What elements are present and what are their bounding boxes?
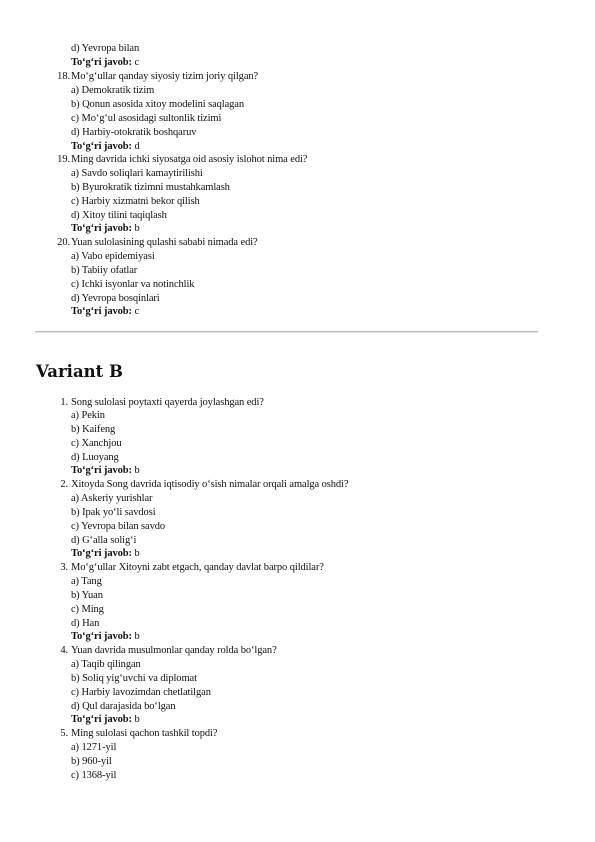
answer-value: d [134, 141, 140, 152]
horizontal-divider [35, 331, 538, 333]
option-text: a) Demokratik tizim [71, 85, 155, 96]
option-text: a) Savdo soliqlari kamaytirilishi [71, 168, 203, 179]
question-number: 5. [60, 728, 68, 739]
option-text: b) Byurokratik tizimni mustahkamlash [71, 182, 230, 193]
answer-line [71, 56, 139, 70]
answer-line [71, 222, 140, 236]
answer-line [71, 140, 140, 154]
option-text: c) Ming [71, 604, 104, 615]
option-text: b) Ipak yo‘li savdosi [71, 507, 156, 518]
option-text: c) Ichki isyonlar va notinchlik [71, 279, 195, 290]
answer-value: c [134, 57, 140, 68]
question-number: 19. [57, 154, 70, 165]
question-number: 3. [60, 562, 68, 573]
option-text: a) Pekin [71, 410, 105, 421]
answer-value: c [134, 306, 140, 317]
answer-label: To‘g‘ri javob: [71, 548, 132, 559]
option-text: d) G‘alla solig‘i [71, 535, 137, 546]
option-text: d) Yevropa bilan [71, 43, 140, 54]
answer-label: To‘g‘ri javob: [71, 141, 132, 152]
option-text: d) Luoyang [71, 452, 119, 463]
option-text: a) Tang [71, 576, 102, 587]
question-text: Xitoyda Song davrida iqtisodiy o‘sish nimalar orqali amalga oshdi? [71, 479, 349, 490]
question-text: Mo‘g‘ullar qanday siyosiy tizim joriy qilgan? [71, 71, 259, 82]
answer-line [71, 305, 139, 319]
option-text: b) Soliq yig‘uvchi va diplomat [71, 673, 197, 684]
answer-line [71, 547, 140, 561]
option-text: a) 1271-yil [71, 742, 117, 753]
question-number: 1. [60, 397, 68, 408]
answer-value: b [134, 548, 140, 559]
answer-label: To‘g‘ri javob: [71, 57, 132, 68]
question-text: Ming davrida ichki siyosatga oid asosiy islohot nima edi? [71, 154, 308, 165]
question-text: Song sulolasi poytaxti qayerda joylashgan edi? [71, 397, 264, 408]
option-text: c) Xanchjou [71, 438, 122, 449]
answer-label: To‘g‘ri javob: [71, 306, 132, 317]
question-number: 18. [57, 71, 70, 82]
option-text: b) Yuan [71, 590, 103, 601]
option-text: d) Qul darajasida bo‘lgan [71, 701, 176, 712]
question-text: Yuan sulolasining qulashi sababi nimada edi? [71, 237, 258, 248]
section-heading: Variant B [36, 362, 123, 381]
option-text: d) Han [71, 618, 100, 629]
option-text: a) Vabo epidemiyasi [71, 251, 155, 262]
answer-value: b [134, 714, 140, 725]
option-text: b) Qonun asosida xitoy modelini saqlagan [71, 99, 245, 110]
option-text: c) Yevropa bilan savdo [71, 521, 166, 532]
option-text: c) Harbiy lavozimdan chetlatilgan [71, 687, 211, 698]
answer-line [71, 464, 140, 478]
option-text: b) Tabiiy ofatlar [71, 265, 138, 276]
question-number: 20. [57, 237, 70, 248]
question-text: Ming sulolasi qachon tashkil topdi? [71, 728, 218, 739]
answer-label: To‘g‘ri javob: [71, 631, 132, 642]
answer-line [71, 630, 140, 644]
option-text: a) Taqib qilingan [71, 659, 141, 670]
answer-label: To‘g‘ri javob: [71, 714, 132, 725]
answer-line [71, 713, 140, 727]
question-number: 4. [60, 645, 68, 656]
option-text: d) Harbiy-otokratik boshqaruv [71, 127, 197, 138]
option-text: d) Xitoy tilini taqiqlash [71, 210, 167, 221]
question-number: 2. [60, 479, 68, 490]
question-text: Yuan davrida musulmonlar qanday rolda bo‘lgan? [71, 645, 277, 656]
option-text: b) 960-yil [71, 756, 112, 767]
answer-value: b [134, 223, 140, 234]
answer-value: b [134, 631, 140, 642]
option-text: c) 1368-yil [71, 770, 117, 781]
option-text: c) Harbiy xizmatni bekor qilish [71, 196, 200, 207]
option-text: a) Askeriy yurishlar [71, 493, 153, 504]
answer-label: To‘g‘ri javob: [71, 465, 132, 476]
answer-value: b [134, 465, 140, 476]
question-text: Mo‘g‘ullar Xitoyni zabt etgach, qanday davlat barpo qildilar? [71, 562, 324, 573]
option-text: d) Yevropa bosqinlari [71, 293, 160, 304]
answer-label: To‘g‘ri javob: [71, 223, 132, 234]
option-text: b) Kaifeng [71, 424, 116, 435]
option-text: c) Mo‘g‘ul asosidagi sultonlik tizimi [71, 113, 222, 124]
